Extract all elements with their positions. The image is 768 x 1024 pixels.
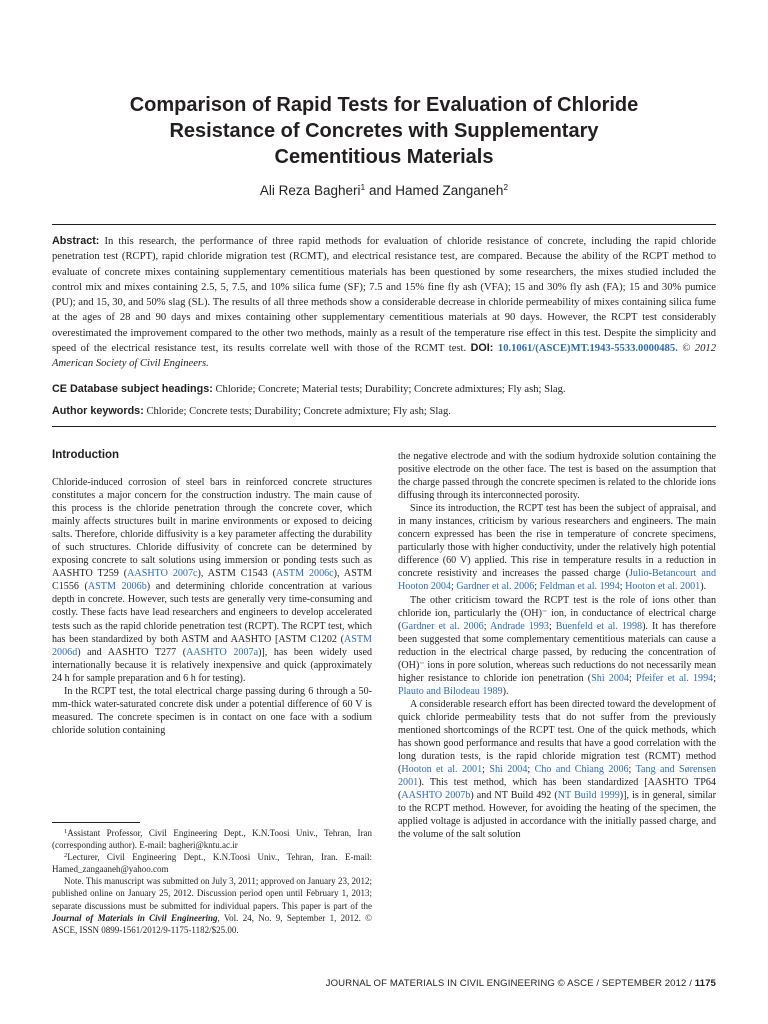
abstract-text: In this research, the performance of three rapid methods for evaluation of chloride resistance of concrete, including the rapid chloride penetration test (RCPT), rapid chloride migration test (RCMT), and electrical resistance test, are compared. Because the ability of the RCPT method to evaluate of concrete mixes containing supplementary cementitious materials has been questioned by some researchers, the mixes studied included the control mix and mixes containing 2.5, 5, 7.5, and 10% silica fume (SF); 7.5 and 15% fine fly ash (VFA); 15 and 30% fly ash (FA); 15 and 30% pumice (PU); and 15, 30, and 50% slag (SL). The results of all three methods show a considerable decrease in chloride permeability of mixes containing silica fume at the ages of 28 and 90 days and mixes containing other supplementary cementitious materials at 90 days. However, the RCPT test considerably overestimated the improvement compared to the other two methods, mainly as a result of the temperature rise effect in this test. Despite the simplicity and speed of the electrical resistance test, its results correlate well with those of the RCMT test. [52,236,716,355]
subject-headings-label: CE Database subject headings: [52,383,213,395]
footnote-2 [52,851,372,875]
citation-link[interactable]: AASHTO 2007a [186,646,259,658]
author-2-name: Hamed Zanganeh [395,183,504,198]
author-list [60,183,708,198]
footnote-1-text: Assistant Professor, Civil Engineering Dept., K.N.Toosi Univ., Tehran, Iran (corresponding author). E-mail: bagheri@kntu.ac.ir [52,828,372,851]
text-run: ). [700,581,707,593]
intro-paragraph-2: In the RCPT test, the total electrical charge passing during 6 through a 50-mm-thick water-saturated concrete disk under a potential difference of 60 V is measured. The concrete specimen is in contact on one face with a sodium chloride solution containing [52,685,372,736]
text-run: ). [502,685,509,697]
page-number: 1175 [694,978,716,989]
citation-link[interactable]: Julio-Betancourt and Hooton 2004 [398,568,716,593]
text-run: Chloride-induced corrosion of steel bars in reinforced concrete structures constitutes a major concern for the construction industry. The main cause of this process is the chloride penetration through the concrete cover, which mainly affects structures built in marine environments or exposed to deicing salts. Therefore, chloride diffusivity is a key parameter affecting the durability of such structures. Chloride diffusivity of concrete can be determined by exposing concrete to salt solutions using immersion or ponding tests such as AASHTO T259 ( [52,477,372,580]
text-run: )], has been widely used internationally because it is relatively inexpensive and quick (approximately 24 h for sample preparation and 6 h for testing). [52,646,373,684]
citation-link[interactable]: Buenfeld et al. 1998 [555,620,643,632]
author-keywords-label: Author keywords: [52,405,144,417]
footnote-2-mark: 2 [64,852,68,860]
citation-link[interactable]: Andrade 1993 [490,620,549,632]
copyright-notice: © 2012 American Society of Civil Engineers. [52,343,716,370]
citation-link[interactable]: AASHTO 2007b [401,790,471,802]
citation-link[interactable]: Shi 2004 [591,672,629,684]
note-text: Note. This manuscript was submitted on July 3, 2011; approved on January 23, 2012; published online on January 25, 2012. Discussion period open until February 1, 2013; separate discussions must be submitted for individual papers. This paper is part of the [52,876,372,911]
title-line-2: Resistance of Concretes with Supplementary [169,120,599,142]
abstract-bottom-rule [52,426,716,427]
text-run: ) and NT Build 492 ( [470,790,558,802]
author-keywords [52,404,716,419]
footnote-rule [52,822,140,823]
text-run: ; [628,672,636,684]
author-1-name: Ali Reza Bagheri [259,183,361,198]
text-run: ; [451,581,457,593]
citation-link[interactable]: Feldman et al. 1994 [539,581,620,593]
text-run: ; [713,672,716,684]
right-column [398,450,716,841]
page-footer [326,978,716,989]
intro-paragraph-2-continued: the negative electrode and with the sodium hydroxide solution containing the positive electrode on the other face. The test is based on the assumption that the charge passed through the concrete specimen is related to the chloride ions diffusing through its interconnected porosity. [398,451,716,502]
subject-headings [52,382,716,397]
text-run: The other criticism toward the RCPT test is the role of ions other than chloride ion, particularly the (OH)⁻ ion, in conductance of electrical charge ( [398,594,716,632]
text-run: ). It has therefore been suggested that some complementary cementitious materials can cause a reduction in the electrical charge passed, by reducing the concentration of (OH)⁻ ions in pore solution, whereas such reductions do not necessarily mean higher resistance to chloride ion penetration ( [398,620,717,684]
citation-link[interactable]: Plauto and Bilodeau 1989 [398,685,503,697]
author-1-affiliation-mark: 1 [360,182,366,192]
citation-link[interactable]: ASTM 2006d [52,633,372,658]
text-run: Since its introduction, the RCPT test has been the subject of appraisal, and in many instances, criticism by various researchers and engineers. The main concern expressed has been the rise in temperature of concrete specimens, particularly those with higher conductivity, under the relatively high potential difference (60 V) applied. This rise in temperature results in a reduction in concrete resistivity and increases the passed charge ( [398,503,716,580]
citation-link[interactable]: Tang and Sørensen 2001 [398,764,716,789]
text-run: ) and AASHTO T277 ( [77,646,187,658]
text-run: ; [483,620,490,632]
citation-link[interactable]: AASHTO 2007c [127,568,198,580]
footer-journal-info: JOURNAL OF MATERIALS IN CIVIL ENGINEERING © ASCE / SEPTEMBER 2012 / [325,978,695,989]
citation-link[interactable]: Cho and Chiang 2006 [534,764,629,776]
citation-link[interactable]: Shi 2004 [489,764,528,776]
text-run: ; [619,581,626,593]
abstract-top-rule [52,224,716,225]
citation-link[interactable]: Pfeifer et al. 1994 [635,672,714,684]
text-run: ; [527,764,535,776]
article-title [60,92,708,170]
citation-link[interactable]: Gardner et al. 2006 [456,581,535,593]
subject-headings-text: Chloride; Concrete; Material tests; Durability; Concrete admixtures; Fly ash; Slag. [212,384,566,395]
journal-name: Journal of Materials in Civil Engineering [52,912,218,923]
manuscript-note [52,875,372,935]
text-run: ; [534,581,540,593]
intro-paragraph-5 [398,698,716,842]
citation-link[interactable]: NT Build 1999 [557,790,620,802]
footnotes [52,827,372,936]
citation-link[interactable]: ASTM 2006c [276,568,334,580]
text-run: ; [548,620,556,632]
text-run: ; [628,764,636,776]
note-text: , Vol. 24, No. 9, September 1, 2012. © ASCE, ISSN 0899-1561/2012/9-1175-1182/$25.00. [52,912,372,935]
author-2-affiliation-mark: 2 [503,182,509,192]
abstract-block [52,234,716,372]
title-line-1: Comparison of Rapid Tests for Evaluation of Chloride [129,94,639,116]
text-run: ). This test method, which has been standardized [AASHTO TP64 ( [398,777,716,802]
section-heading-introduction: Introduction [52,449,120,461]
author-conjunction: and [365,183,396,198]
citation-link[interactable]: Gardner et al. 2006 [401,620,484,632]
footnote-1 [52,827,372,851]
author-keywords-text: Chloride; Concrete tests; Durability; Concrete admixture; Fly ash; Slag. [143,406,451,417]
intro-paragraph-1 [52,476,372,685]
text-run: ; [482,764,490,776]
intro-paragraph-4 [398,594,716,698]
text-run: ) and determining chloride concentration at various depth in concrete. However, such tests are generally very time-consuming and costly. These facts have lead researchers and engineers to develop accelerated tests such as the rapid chloride penetration test (RCPT). The RCPT test, which has been standardized by both ASTM and AASHTO [ASTM C1202 ( [52,581,372,645]
doi-label: DOI: [470,342,494,355]
footnote-2-text: Lecturer, Civil Engineering Dept., K.N.Toosi Univ., Tehran, Iran. E-mail: Hamed_zangaaneh@yahoo.com [52,852,372,875]
intro-paragraph-3 [398,502,716,593]
citation-link[interactable]: Hooton et al. 2001 [401,764,483,776]
citation-link[interactable]: ASTM 2006b [87,581,147,593]
doi-link[interactable]: 10.1061/(ASCE)MT.1943-5533.0000485. [497,343,678,355]
footnote-1-mark: 1 [64,828,68,835]
abstract-label: Abstract: [52,235,100,247]
citation-link[interactable]: Hooton et al. 2001 [625,581,701,593]
text-run: )], is in general, similar to the RCPT method. However, for avoiding the heating of the specimen, the applied voltage is adjusted in accordance with the initially passed charge, and the volume of the salt solution [398,790,716,841]
title-line-3: Cementitious Materials [274,146,494,168]
text-run: A considerable research effort has been directed toward the development of quick chloride permeability tests that do not suffer from the previously mentioned shortcomings of the RCPT test. One of the quick methods, which has shown good performance and results that have a good correlation with the long duration tests, is the rapid chloride migration test (RCMT) method ( [398,698,716,776]
text-run: ), ASTM C1556 ( [52,568,372,593]
left-column [52,476,372,737]
text-run: ), ASTM C1543 ( [197,568,276,580]
